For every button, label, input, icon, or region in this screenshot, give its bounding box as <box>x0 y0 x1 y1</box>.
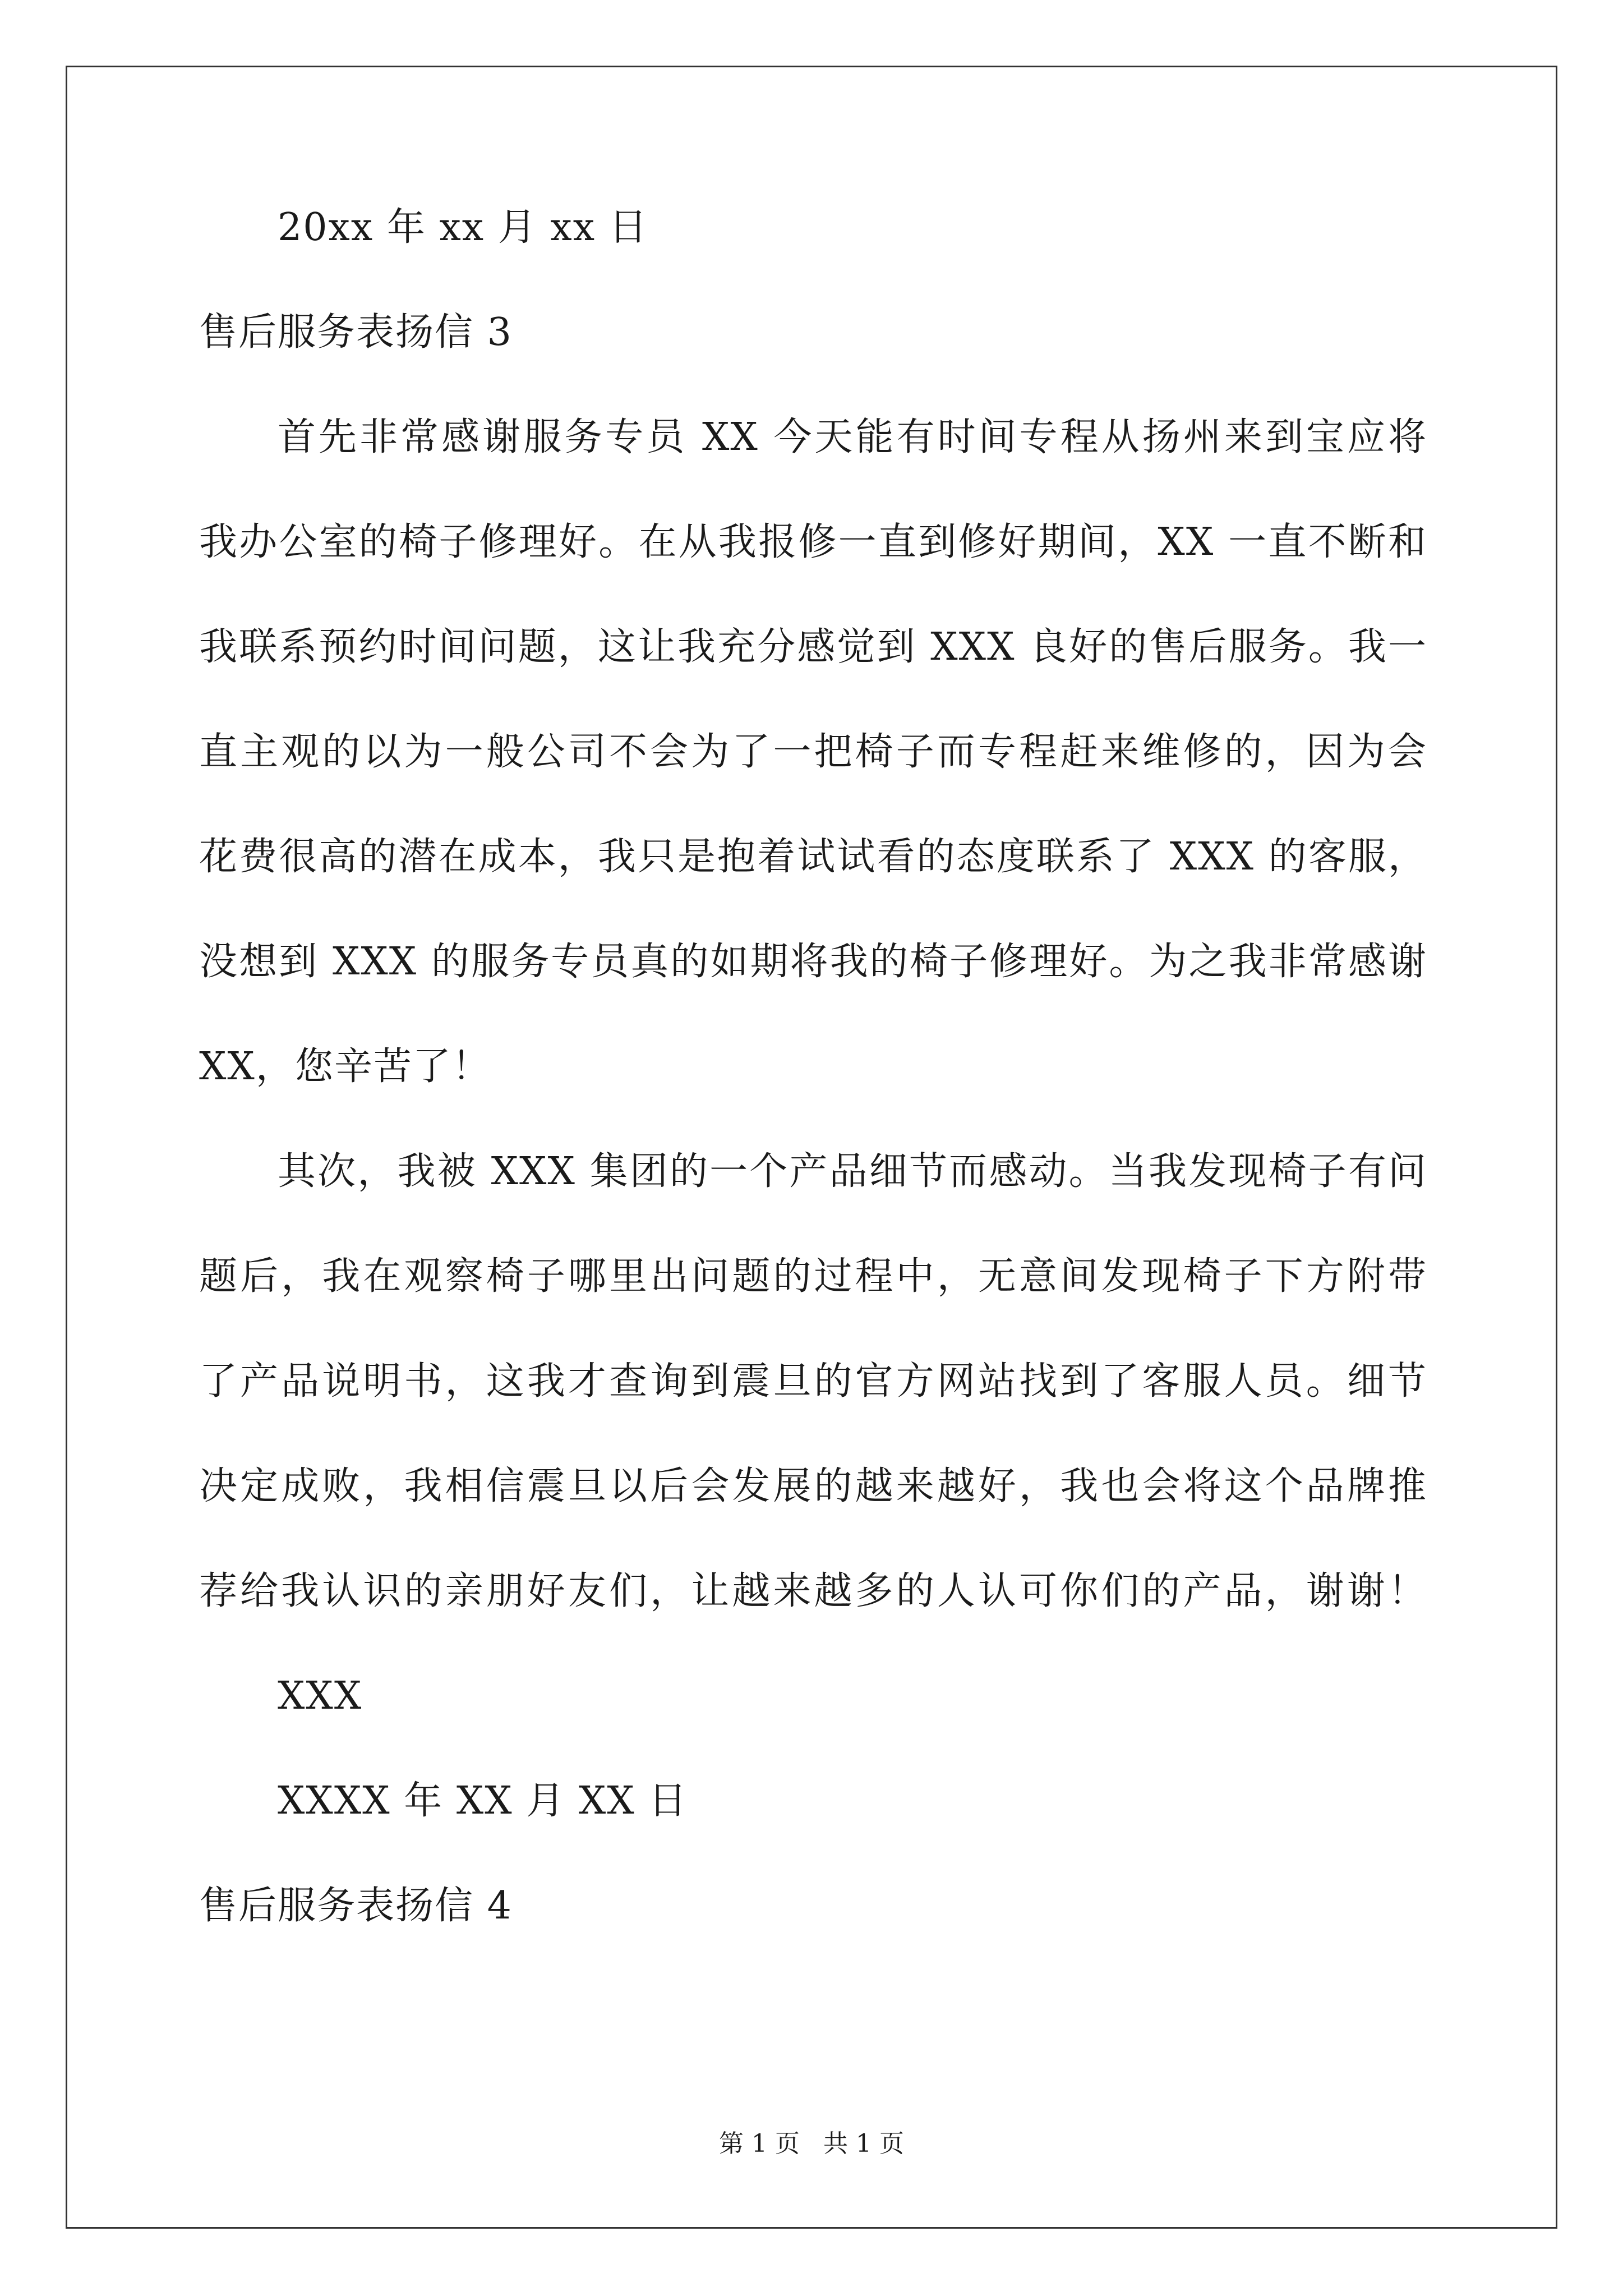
paragraph-1-line-5: 花费很高的潜在成本，我只是抱着试试看的态度联系了 XXX 的客服， <box>199 835 1427 879</box>
signature-name: XXX <box>278 1674 363 1718</box>
paragraph-1-line-7: XX，您辛苦了！ <box>199 1045 491 1089</box>
paragraph-1-line-1: 首先非常感谢服务专员 XX 今天能有时间专程从扬州来到宝应将 <box>278 415 1427 459</box>
date-line: 20xx 年 xx 月 xx 日 <box>278 205 648 250</box>
paragraph-1-line-4: 直主观的以为一般公司不会为了一把椅子而专程赶来维修的，因为会 <box>199 730 1427 774</box>
document-body <box>199 205 1427 1992</box>
paragraph-2-line-1: 其次，我被 XXX 集团的一个产品细节而感动。当我发现椅子有问 <box>278 1149 1427 1194</box>
signature-date: XXXX 年 XX 月 XX 日 <box>278 1779 688 1823</box>
paragraph-1-line-6: 没想到 XXX 的服务专员真的如期将我的椅子修理好。为之我非常感谢 <box>199 940 1427 984</box>
heading-letter-3: 售后服务表扬信 3 <box>199 310 513 355</box>
page-total: 共 1 页 <box>823 2129 904 2158</box>
paragraph-2-line-5: 荐给我认识的亲朋好友们，让越来越多的人认可你们的产品，谢谢！ <box>199 1569 1427 1613</box>
paragraph-2-line-3: 了产品说明书，这我才查询到震旦的官方网站找到了客服人员。细节 <box>199 1359 1427 1404</box>
heading-letter-4: 售后服务表扬信 4 <box>199 1884 513 1928</box>
page-footer <box>0 2129 1623 2158</box>
paragraph-2-line-2: 题后，我在观察椅子哪里出问题的过程中，无意间发现椅子下方附带 <box>199 1254 1427 1299</box>
paragraph-1-line-3: 我联系预约时间问题，这让我充分感觉到 XXX 良好的售后服务。我一 <box>199 625 1427 669</box>
paragraph-1-line-2: 我办公室的椅子修理好。在从我报修一直到修好期间，XX 一直不断和 <box>199 520 1427 564</box>
paragraph-2-line-4: 决定成败，我相信震旦以后会发展的越来越好，我也会将这个品牌推 <box>199 1464 1427 1508</box>
page-number: 第 1 页 <box>719 2129 800 2158</box>
